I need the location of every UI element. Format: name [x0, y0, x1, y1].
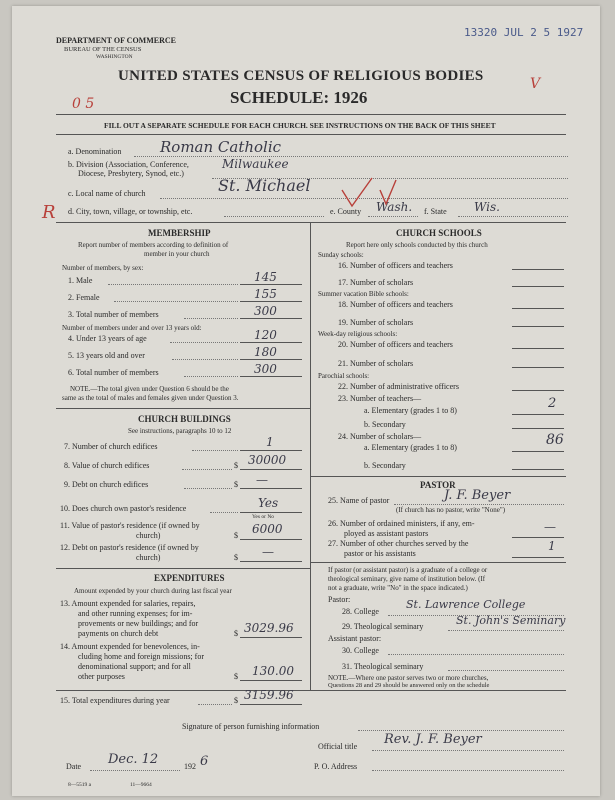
state-value: Wis. — [474, 200, 500, 214]
department-line: DEPARTMENT OF COMMERCE — [56, 36, 177, 45]
q27-label-1: 27. Number of other churches served by the — [328, 539, 469, 548]
membership-heading: MEMBERSHIP — [148, 228, 211, 238]
q14-line-2: cluding home and foreign missions; for — [78, 652, 204, 661]
seminary-value: St. John's Seminary — [456, 614, 566, 627]
q13-line-2: and other running expenses; for im- — [78, 609, 193, 618]
over-13-value: 180 — [254, 345, 277, 359]
buildings-sub: See instructions, paragraphs 10 to 12 — [128, 427, 232, 435]
q27-label-2: pastor or his assistants — [344, 549, 416, 558]
edifices-count-label: 7. Number of church edifices — [64, 442, 158, 451]
q24a-label: a. Elementary (grades 1 to 8) — [364, 443, 457, 452]
total-members-label-q6: 6. Total number of members — [68, 368, 159, 377]
q14-line-3: denominational support; and for all — [78, 662, 191, 671]
form-title: UNITED STATES CENSUS OF RELIGIOUS BODIES — [118, 68, 484, 84]
membership-intro-1: Report number of members according to definition of — [78, 241, 229, 249]
q24b-label: b. Secondary — [364, 461, 406, 470]
city-label: d. City, town, village, or township, etc. — [68, 207, 193, 216]
q13-line-1: 13. Amount expended for salaries, repairs, — [60, 599, 196, 608]
parochial-schools-label: Parochial schools: — [318, 372, 370, 380]
q26-label-2: ployed as assistant pastors — [344, 529, 429, 538]
date-value: Dec. 12 — [108, 752, 159, 767]
sunday-schools-label: Sunday schools: — [318, 251, 364, 259]
dollar-sign-q13: $ — [234, 629, 238, 638]
male-label: 1. Male — [68, 276, 93, 285]
q14-value: 130.00 — [252, 664, 294, 678]
q18-label: 18. Number of officers and teachers — [338, 300, 453, 309]
college-value: St. Lawrence College — [406, 598, 526, 611]
red-check-marks — [338, 176, 398, 216]
dollar-sign-q11: $ — [234, 531, 238, 540]
bureau-line: BUREAU OF THE CENSUS — [64, 46, 142, 53]
q21-label: 21. Number of scholars — [338, 359, 414, 368]
q13-value: 3029.96 — [244, 621, 294, 635]
pastor-name-value: J. F. Beyer — [444, 488, 511, 503]
membership-note-1: NOTE.—The total given under Question 6 should be the — [70, 385, 229, 393]
q17-label: 17. Number of scholars — [338, 278, 414, 287]
local-name-label: c. Local name of church — [68, 189, 146, 198]
red-check-right: V — [530, 76, 541, 92]
by-sex-label: Number of members, by sex: — [62, 264, 144, 272]
q13-line-3: provements or new buildings; and for — [78, 619, 199, 628]
total-members-label-q3: 3. Total number of members — [68, 310, 159, 319]
college-label: 28. College — [342, 607, 379, 616]
schools-heading: CHURCH SCHOOLS — [396, 228, 482, 238]
total-members-value-q6: 300 — [254, 362, 277, 376]
owns-residence-label: 10. Does church own pastor's residence — [60, 504, 187, 513]
membership-intro-2: member in your church — [144, 250, 210, 258]
weekday-schools-label: Week-day religious schools: — [318, 330, 398, 338]
date-label: Date — [66, 762, 82, 771]
graduate-note-3: not a graduate, write "No" in the space indicated.) — [328, 584, 468, 592]
county-value: Wash. — [376, 200, 413, 214]
graduate-note-2: theological seminary, give name of institution below. (If — [328, 575, 486, 583]
female-value: 155 — [254, 287, 277, 301]
under-13-label: 4. Under 13 years of age — [68, 334, 147, 343]
q26-value: — — [544, 520, 556, 534]
dollar-sign-q14: $ — [234, 672, 238, 681]
pastor-name-hint: (If church has no pastor, write "None") — [396, 506, 506, 514]
q23-label: 23. Number of teachers— — [338, 394, 422, 403]
dollar-sign-q8: $ — [234, 461, 238, 470]
residence-debt-value: — — [262, 545, 274, 559]
denomination-label: a. Denomination — [68, 147, 122, 156]
state-label: f. State — [424, 207, 447, 216]
pastor-note-2: Questions 28 and 29 should be answered only on the schedule — [328, 682, 490, 689]
edifices-value-value: 30000 — [248, 453, 287, 467]
under-13-value: 120 — [254, 328, 277, 342]
census-schedule-document — [12, 6, 600, 796]
form-number-1: 8—5519 a — [68, 782, 92, 788]
residence-value-value: 6000 — [252, 522, 283, 536]
residence-value-label-2: church) — [136, 531, 161, 540]
asst-seminary-label: 31. Theological seminary — [342, 662, 424, 671]
q22-label: 22. Number of administrative officers — [338, 382, 459, 391]
q14-line-4: other purposes — [78, 672, 125, 681]
total-members-value-q3: 300 — [254, 304, 277, 318]
form-subtitle: SCHEDULE: 1926 — [230, 88, 368, 107]
county-label: e. County — [330, 207, 362, 216]
q24a-value: 86 — [546, 432, 564, 448]
po-address-label: P. O. Address — [314, 762, 358, 771]
q20-label: 20. Number of officers and teachers — [338, 340, 453, 349]
q16-label: 16. Number of officers and teachers — [338, 261, 453, 270]
expenditures-sub: Amount expended by your church during last fiscal year — [74, 587, 232, 595]
q23a-label: a. Elementary (grades 1 to 8) — [364, 406, 457, 415]
graduate-note-1: If pastor (or assistant pastor) is a graduate of a college or — [328, 566, 488, 574]
residence-debt-label-2: church) — [136, 553, 161, 562]
schools-intro: Report here only schools conducted by this church — [346, 241, 488, 249]
buildings-heading: CHURCH BUILDINGS — [138, 414, 231, 424]
division-label-1: b. Division (Association, Conference, — [68, 160, 189, 169]
residence-debt-label-1: 12. Debt on pastor's residence (if owned by — [60, 543, 199, 552]
signature-label: Signature of person furnishing information — [182, 722, 320, 731]
expenditures-heading: EXPENDITURES — [154, 573, 225, 583]
asst-college-label: 30. College — [342, 646, 379, 655]
summer-schools-label: Summer vacation Bible schools: — [318, 290, 409, 298]
year-prefix: 192 — [184, 762, 196, 771]
dollar-sign-q15: $ — [234, 696, 238, 705]
q26-label-1: 26. Number of ordained ministers, if any, em- — [328, 519, 475, 528]
edifices-count-value: 1 — [266, 435, 274, 449]
pastor-note-1: NOTE.—Where one pastor serves two or more churches, — [328, 674, 489, 682]
red-mark-left: 0 5 — [72, 96, 95, 112]
official-title-value: Rev. J. F. Beyer — [384, 732, 482, 747]
received-stamp: 13320 JUL 2 5 1927 — [464, 26, 584, 39]
q13-line-4: payments on church debt — [78, 629, 159, 638]
edifices-value-label: 8. Value of church edifices — [64, 461, 150, 470]
instruction-banner: FILL OUT A SEPARATE SCHEDULE FOR EACH CHURCH. SEE INSTRUCTIONS ON THE BACK OF THIS SHEET — [104, 121, 496, 130]
q15-label: 15. Total expenditures during year — [60, 696, 170, 705]
dollar-sign-q12: $ — [234, 553, 238, 562]
official-title-label: Official title — [318, 742, 358, 751]
q15-value: 3159.96 — [244, 688, 294, 702]
local-name-value: St. Michael — [218, 176, 311, 195]
year-suffix: 6 — [200, 754, 209, 769]
over-13-label: 5. 13 years old and over — [68, 351, 145, 360]
denomination-value: Roman Catholic — [160, 138, 282, 156]
male-value: 145 — [254, 270, 277, 284]
owns-residence-value: Yes — [258, 496, 279, 510]
q24-label: 24. Number of scholars— — [338, 432, 422, 441]
membership-note-2: same as the total of males and females given under Question 3. — [62, 394, 239, 402]
q27-value: 1 — [548, 539, 556, 553]
dollar-sign-q9: $ — [234, 480, 238, 489]
female-label: 2. Female — [68, 293, 100, 302]
division-label-2: Diocese, Presbytery, Synod, etc.) — [78, 169, 184, 178]
assistant-pastor-label: Assistant pastor: — [328, 634, 382, 643]
pastor-name-label: 25. Name of pastor — [328, 496, 390, 505]
edifices-debt-value: — — [256, 473, 268, 487]
washington-line: WASHINGTON — [96, 54, 133, 60]
pastor-heading: PASTOR — [420, 480, 456, 490]
form-number-2: 11—9664 — [130, 782, 152, 788]
yes-no-hint: Yes or No — [252, 514, 275, 520]
edifices-debt-label: 9. Debt on church edifices — [64, 480, 149, 489]
seminary-label: 29. Theological seminary — [342, 622, 424, 631]
red-r-mark: R — [42, 202, 56, 223]
q19-label: 19. Number of scholars — [338, 318, 414, 327]
q14-line-1: 14. Amount expended for benevolences, in- — [60, 642, 200, 651]
pastor-sub-label: Pastor: — [328, 595, 351, 604]
q23b-label: b. Secondary — [364, 420, 406, 429]
q23a-value: 2 — [548, 396, 557, 411]
by-age-label: Number of members under and over 13 years old: — [62, 324, 202, 332]
residence-value-label-1: 11. Value of pastor's residence (if owned by — [60, 521, 200, 530]
division-value: Milwaukee — [222, 157, 289, 171]
